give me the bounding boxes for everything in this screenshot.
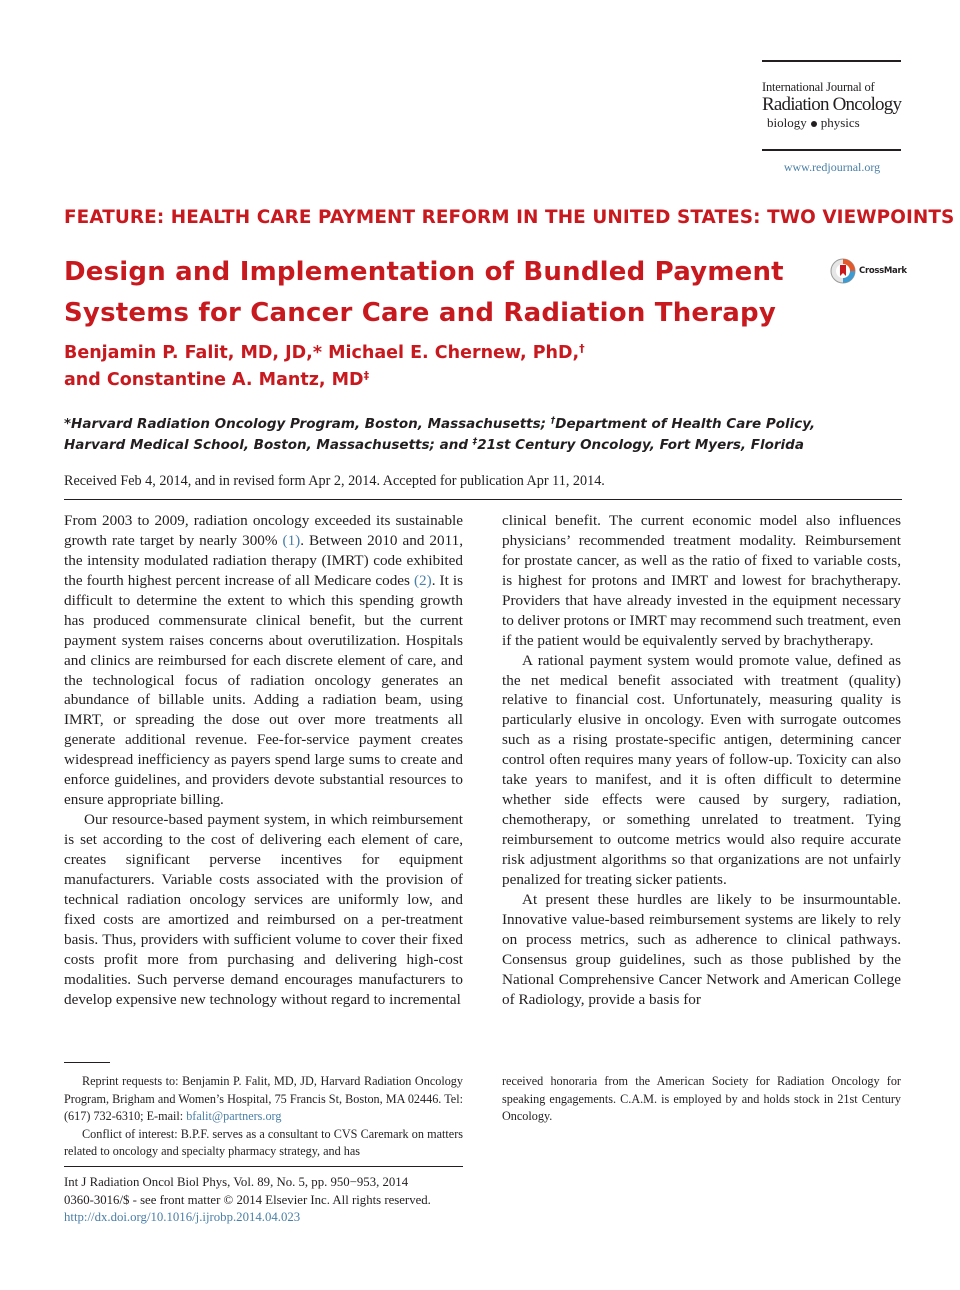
footnotes-left xyxy=(64,1073,463,1161)
article-title-line2: Systems for Cancer Care and Radiation Therapy xyxy=(64,298,776,328)
journal-physics: physics xyxy=(820,115,860,130)
received-dates: Received Feb 4, 2014, and in revised form Apr 2, 2014. Accepted for publication Apr 11, 2014. xyxy=(64,473,605,489)
affiliation-hms: Harvard Medical School, Boston, Massachusetts; and xyxy=(64,437,473,453)
reference-link-2[interactable]: (2) xyxy=(414,571,432,589)
body-column-right xyxy=(502,511,901,1009)
affiliation-line1 xyxy=(64,414,904,435)
journal-name-line2: Radiation Oncology xyxy=(762,94,902,115)
body-paragraph-2: Our resource-based payment system, in which reimbursement is set according to the cost of delivering each element of care, creates significant perverse incentives for equipment manufacturers. Variable costs associated with the provision of technical radiation oncology services are uniformly low, and fixed costs are amortized and reimbursed on a per-treatment basis. Thus, providers with sufficient volume to cover their fixed costs profit more from purchasing and delivering high-cost modalities. Such perverse demand encourages manufacturers to develop expensive new technology without regard to incremental xyxy=(64,811,463,1008)
conflict-continued: received honoraria from the American Society for Radiation Oncology for speaking engagements. C.A.M. is employed by and holds stock in 21st Century Oncology. xyxy=(502,1074,901,1123)
journal-bottom-rule xyxy=(762,149,901,151)
body-paragraph-4: A rational payment system would promote value, defined as the net medical benefit associated with treatment (quality) relative to financial cost. Unfortunately, measuring quality is particularly elusive in oncology. Even with surrogate outcomes such as a rising prostate-specific antigen, determining cancer control often requires many years of follow-up. Toxicity can also take years to manifest, and it is often difficult to determine whether side effects were caused by surgery, radiation, chemotherapy, or something unrelated to treatment. Tying reimbursement to outcome metrics would also require accurate risk adjustment algorithms so that organizations are not unfairly penalized for treating sicker patients. xyxy=(502,651,901,888)
journal-name-line3 xyxy=(762,115,902,131)
affiliation-line2 xyxy=(64,435,904,456)
footnotes-right xyxy=(502,1073,901,1126)
author-list xyxy=(64,340,804,394)
crossmark-icon xyxy=(830,258,856,284)
author-mantz-mark: ‡ xyxy=(363,369,370,382)
doi-link[interactable]: http://dx.doi.org/10.1016/j.ijrobp.2014.04.023 xyxy=(64,1210,301,1224)
affiliation-21st-century: 21st Century Oncology, Fort Myers, Florida xyxy=(477,437,804,453)
author-falit: Benjamin P. Falit, MD, JD, xyxy=(64,343,313,363)
body-paragraph-5: At present these hurdles are likely to be insurmountable. Innovative value-based reimbursement systems are likely to rely on process metrics, such as adherence to clinical pathways. Consensus group guidelines, such as those published by the National Comprehensive Cancer Network and American College of Radiology, provide a basis for xyxy=(502,890,901,1008)
citation-journal: Int J Radiation Oncol Biol Phys, Vol. 89, No. 5, pp. 950−953, 2014 xyxy=(64,1175,409,1189)
article-title-line1: Design and Implementation of Bundled Payment xyxy=(64,257,784,287)
reference-link-1[interactable]: (1) xyxy=(282,531,301,549)
author-falit-mark: * xyxy=(312,343,322,363)
author-mantz: and Constantine A. Mantz, MD xyxy=(64,370,364,390)
author-chernew-mark: † xyxy=(579,342,585,355)
body-text: . Between 2010 and 2011, the intensity modulated radiation therapy (IMRT) code exhibited the fourth highest percent increase of all Medicare codes xyxy=(64,531,464,589)
body-text: . It is difficult to determine the extent to which this spending growth has produced commensurate clinical benefit, but the current payment system raises concerns about overutilization. Hospitals and clinics are reimbursed for each discrete element of care, and the technological focus of radiation oncology generates an abundance of billable units. Adding a radiation beam, using IMRT, or spreading the dose out over more treatments all generate additional revenue. Fee-for-service payment creates widespread inefficiency as payers spend large sums to create and enforce guidelines, and providers devote substantial resources to ensure appropriate billing. xyxy=(64,571,463,809)
journal-top-rule xyxy=(762,60,901,62)
crossmark-label: CrossMark xyxy=(859,266,907,276)
journal-biology: biology xyxy=(767,115,807,130)
feature-label: FEATURE: HEALTH CARE PAYMENT REFORM IN THE UNITED STATES: TWO VIEWPOINTS xyxy=(64,207,955,228)
bullet-dot-icon xyxy=(811,121,817,127)
affiliation-mark-ddagger: ‡ xyxy=(472,437,478,447)
reprint-requests xyxy=(64,1073,463,1126)
affiliation-health-policy: Department of Health Care Policy, xyxy=(555,416,816,432)
affiliations xyxy=(64,414,904,456)
body-paragraph-3: clinical benefit. The current economic model also influences physicians’ recommended treatment modality. Reimbursement for prostate cancer, as well as the ratio of fixed to variable costs, is highest for protons and IMRT and lowest for brachytherapy. Providers that have already invested in the equipment necessary to deliver protons or IMRT may recommend such treatment, even if the patient would be equivalently served by brachytherapy. xyxy=(502,512,901,649)
body-text: From 2003 to 2009, radiation oncology exceeded its sustainable growth rate target by nearly 300% xyxy=(64,512,463,549)
journal-url-link[interactable]: www.redjournal.org xyxy=(783,160,881,174)
author-line2 xyxy=(64,367,804,394)
citation-block xyxy=(64,1174,484,1227)
journal-masthead xyxy=(762,80,902,131)
conflict-of-interest: Conflict of interest: B.P.F. serves as a consultant to CVS Caremark on matters related to oncology and specialty pharmacy strategy, and has xyxy=(64,1126,463,1158)
citation-divider xyxy=(64,1166,463,1167)
header-divider xyxy=(64,499,902,500)
journal-name-line1: International Journal of xyxy=(762,80,875,94)
body-paragraph-1 xyxy=(64,511,463,810)
crossmark-badge[interactable] xyxy=(830,256,907,286)
affiliation-mark-dagger: † xyxy=(550,416,556,426)
footnote-divider xyxy=(64,1062,110,1063)
article-title xyxy=(64,252,804,334)
reprint-text: Reprint requests to: Benjamin P. Falit, MD, JD, Harvard Radiation Oncology Program, Brigham and Women’s Hospital, 75 Francis St, Boston, MA 02446. Tel: (617) 732-6310; E-mail: xyxy=(64,1074,463,1123)
citation-copyright: 0360-3016/$ - see front matter © 2014 Elsevier Inc. All rights reserved. xyxy=(64,1192,431,1207)
author-chernew: Michael E. Chernew, PhD, xyxy=(321,343,580,363)
body-column-left xyxy=(64,511,463,1009)
author-line1 xyxy=(64,340,804,367)
email-link[interactable]: bfalit@partners.org xyxy=(186,1109,282,1123)
affiliation-harvard-program: *Harvard Radiation Oncology Program, Boston, Massachusetts; xyxy=(64,416,551,432)
